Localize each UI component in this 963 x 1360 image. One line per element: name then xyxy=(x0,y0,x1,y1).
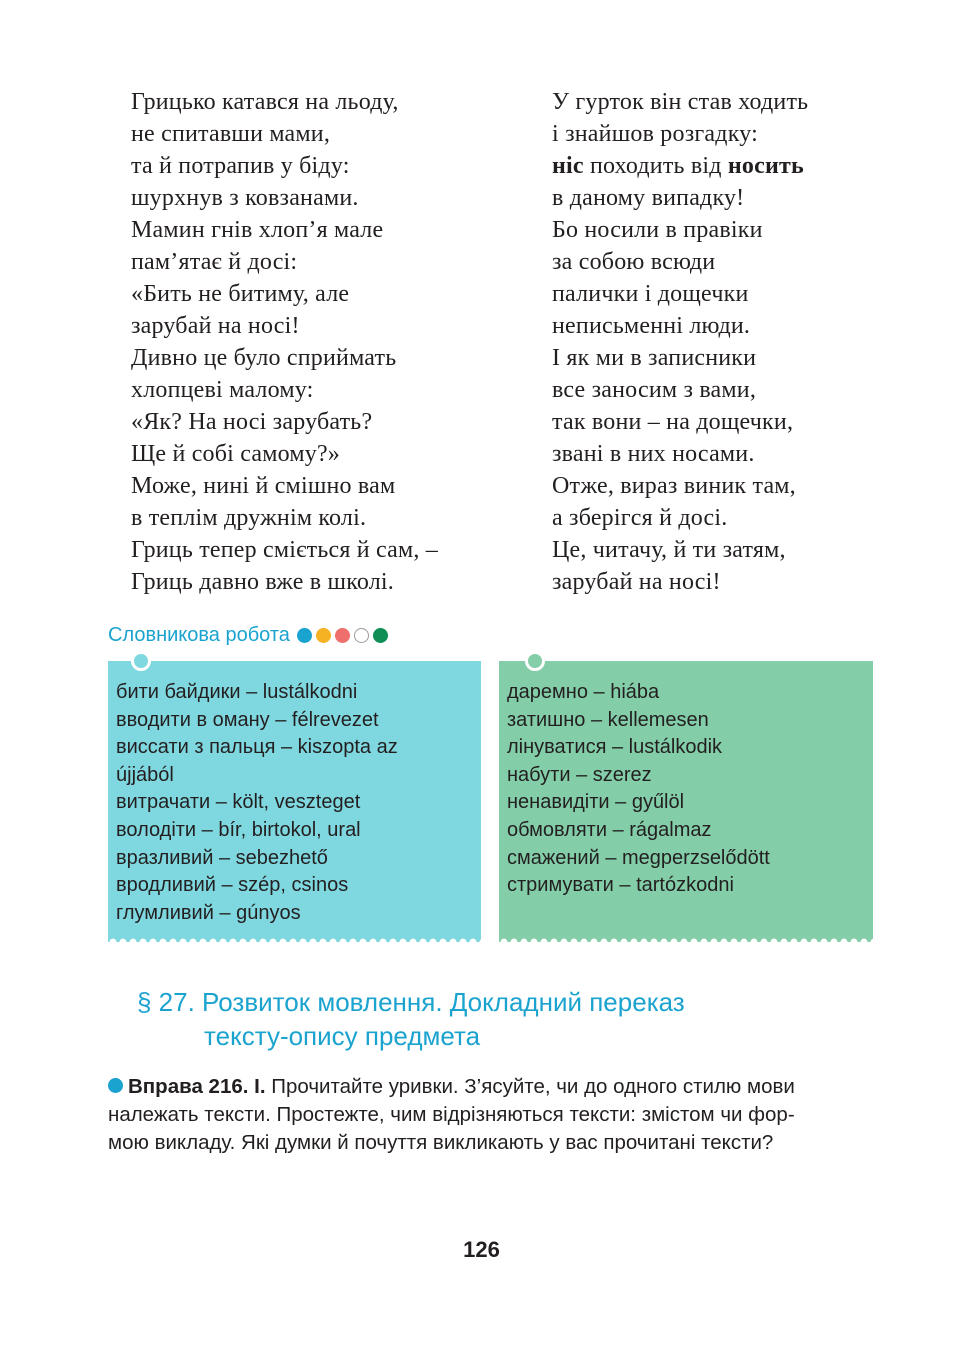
poem-line: звані в них носами. xyxy=(552,441,755,467)
exercise-part: І. xyxy=(254,1075,266,1098)
poem-line: Ще й собі самому?» xyxy=(131,441,341,467)
exercise-line xyxy=(108,1073,898,1101)
scalloped-edge xyxy=(108,937,481,947)
poem-line: пам’ятає й досі: xyxy=(131,249,298,275)
vocabulary-entry: глумливий – gúnyos xyxy=(116,901,301,924)
section-title xyxy=(137,985,685,1053)
dot-icon xyxy=(297,628,312,643)
section-title-line1: § 27. Розвиток мовлення. Докладний переказ xyxy=(137,987,685,1017)
vocabulary-entry: вродливий – szép, csinos xyxy=(116,874,349,897)
poem-line: не спитавши мами, xyxy=(131,121,331,147)
poem-line-emphasis xyxy=(552,150,808,182)
vocabulary-entry: лінуватися – lustálkodik xyxy=(507,736,723,759)
exercise-line: мою викладу. Які думки й почуття викликають у вас прочитані тексти? xyxy=(108,1131,774,1154)
vocabulary-entry: даремно – hiába xyxy=(507,681,660,703)
poem-line: У гурток він став ходить xyxy=(552,89,809,115)
vocabulary-entry: вводити в оману – félrevezet xyxy=(116,708,379,731)
poem-line: все заносим з вами, xyxy=(552,377,757,403)
poem-line: Мамин гнів хлоп’я мале xyxy=(131,217,384,243)
poem-line: Може, нині й смішно вам xyxy=(131,473,396,499)
ring-icon xyxy=(131,651,151,671)
ring-icon xyxy=(525,651,545,671)
dot-icon xyxy=(335,628,350,643)
poem-line: зарубай на носі! xyxy=(552,569,721,595)
vocabulary-entry: бити байдики – lustálkodni xyxy=(116,681,358,703)
poem-right-column xyxy=(552,86,808,598)
poem-line: та й потрапив у біду: xyxy=(131,153,350,179)
page-number: 126 xyxy=(463,1237,500,1262)
poem-line: Гриць давно вже в школі. xyxy=(131,569,394,595)
poem-line: за собою всюди xyxy=(552,249,716,275)
poem-line: в теплім дружнім колі. xyxy=(131,505,367,531)
dot-icon xyxy=(373,628,388,643)
poem-line: І як ми в записники xyxy=(552,345,757,371)
poem-line: зарубай на носі! xyxy=(131,313,300,339)
poem-line: «Бить не битиму, але xyxy=(131,281,350,307)
bold-word-nosyt: носить xyxy=(727,153,804,179)
poem-line: Отже, вираз виник там, xyxy=(552,473,796,499)
poem-line: Грицько катався на льоду, xyxy=(131,89,399,115)
vocabulary-title: Словникова робота xyxy=(108,624,290,646)
scalloped-edge xyxy=(499,937,873,947)
poem-line: а зберігся й досі. xyxy=(552,505,728,531)
vocabulary-entry: ненавидіти – gyűlöl xyxy=(507,791,685,814)
vocabulary-entry: смажений – megperzselődött xyxy=(507,846,770,869)
poem-line: Бо носили в правіки xyxy=(552,217,763,243)
vocabulary-entry: стримувати – tartózkodni xyxy=(507,874,734,897)
vocabulary-entry: затишно – kellemesen xyxy=(507,708,709,731)
exercise-216 xyxy=(108,1073,898,1157)
poem-line: Дивно це було сприймать xyxy=(131,345,397,371)
poem-text: походить від xyxy=(583,153,728,179)
vocabulary-card-left xyxy=(108,661,481,942)
poem-line: в даному випадку! xyxy=(552,185,745,211)
exercise-line: належать тексти. Простежте, чим відрізняються тексти: змістом чи фор- xyxy=(108,1103,795,1126)
dot-icon xyxy=(316,628,331,643)
poem-line: «Як? На носі зарубать? xyxy=(131,409,373,435)
dot-icon xyxy=(354,628,369,643)
vocabulary-entry: набути – szerez xyxy=(507,763,652,786)
vocabulary-heading xyxy=(108,624,388,647)
exercise-text: Прочитайте уривки. З’ясуйте, чи до одного стилю мови xyxy=(265,1075,795,1098)
difficulty-dots xyxy=(297,628,388,643)
poem-line: палички і дощечки xyxy=(552,281,749,307)
vocabulary-entry: вразливий – sebezhető xyxy=(116,846,328,869)
poem-left-column xyxy=(131,86,438,598)
vocabulary-entry: володіти – bír, birtokol, ural xyxy=(116,818,361,841)
poem-line: хлопцеві малому: xyxy=(131,377,314,403)
section-title-line2: тексту-опису предмета xyxy=(204,1021,481,1051)
poem-line: Гриць тепер сміється й сам, – xyxy=(131,537,438,563)
bold-word-nis: ніс xyxy=(552,153,584,179)
poem-line: шурхнув з ковзанами. xyxy=(131,185,359,211)
poem-line: і знайшов розгадку: xyxy=(552,121,758,147)
vocabulary-card-right xyxy=(499,661,873,942)
vocabulary-entry: виссати з пальця – kiszopta az xyxy=(116,736,398,759)
bullet-icon xyxy=(108,1078,123,1093)
exercise-label: Вправа 216. xyxy=(128,1075,249,1098)
poem-line: неписьменні люди. xyxy=(552,313,751,339)
vocabulary-entry: újjából xyxy=(116,763,174,786)
vocabulary-entry: обмовляти – rágalmaz xyxy=(507,818,712,841)
poem-line: так вони – на дощечки, xyxy=(552,409,794,435)
poem-line: Це, читачу, й ти затям, xyxy=(552,537,786,563)
vocabulary-entry: витрачати – költ, veszteget xyxy=(116,791,361,814)
